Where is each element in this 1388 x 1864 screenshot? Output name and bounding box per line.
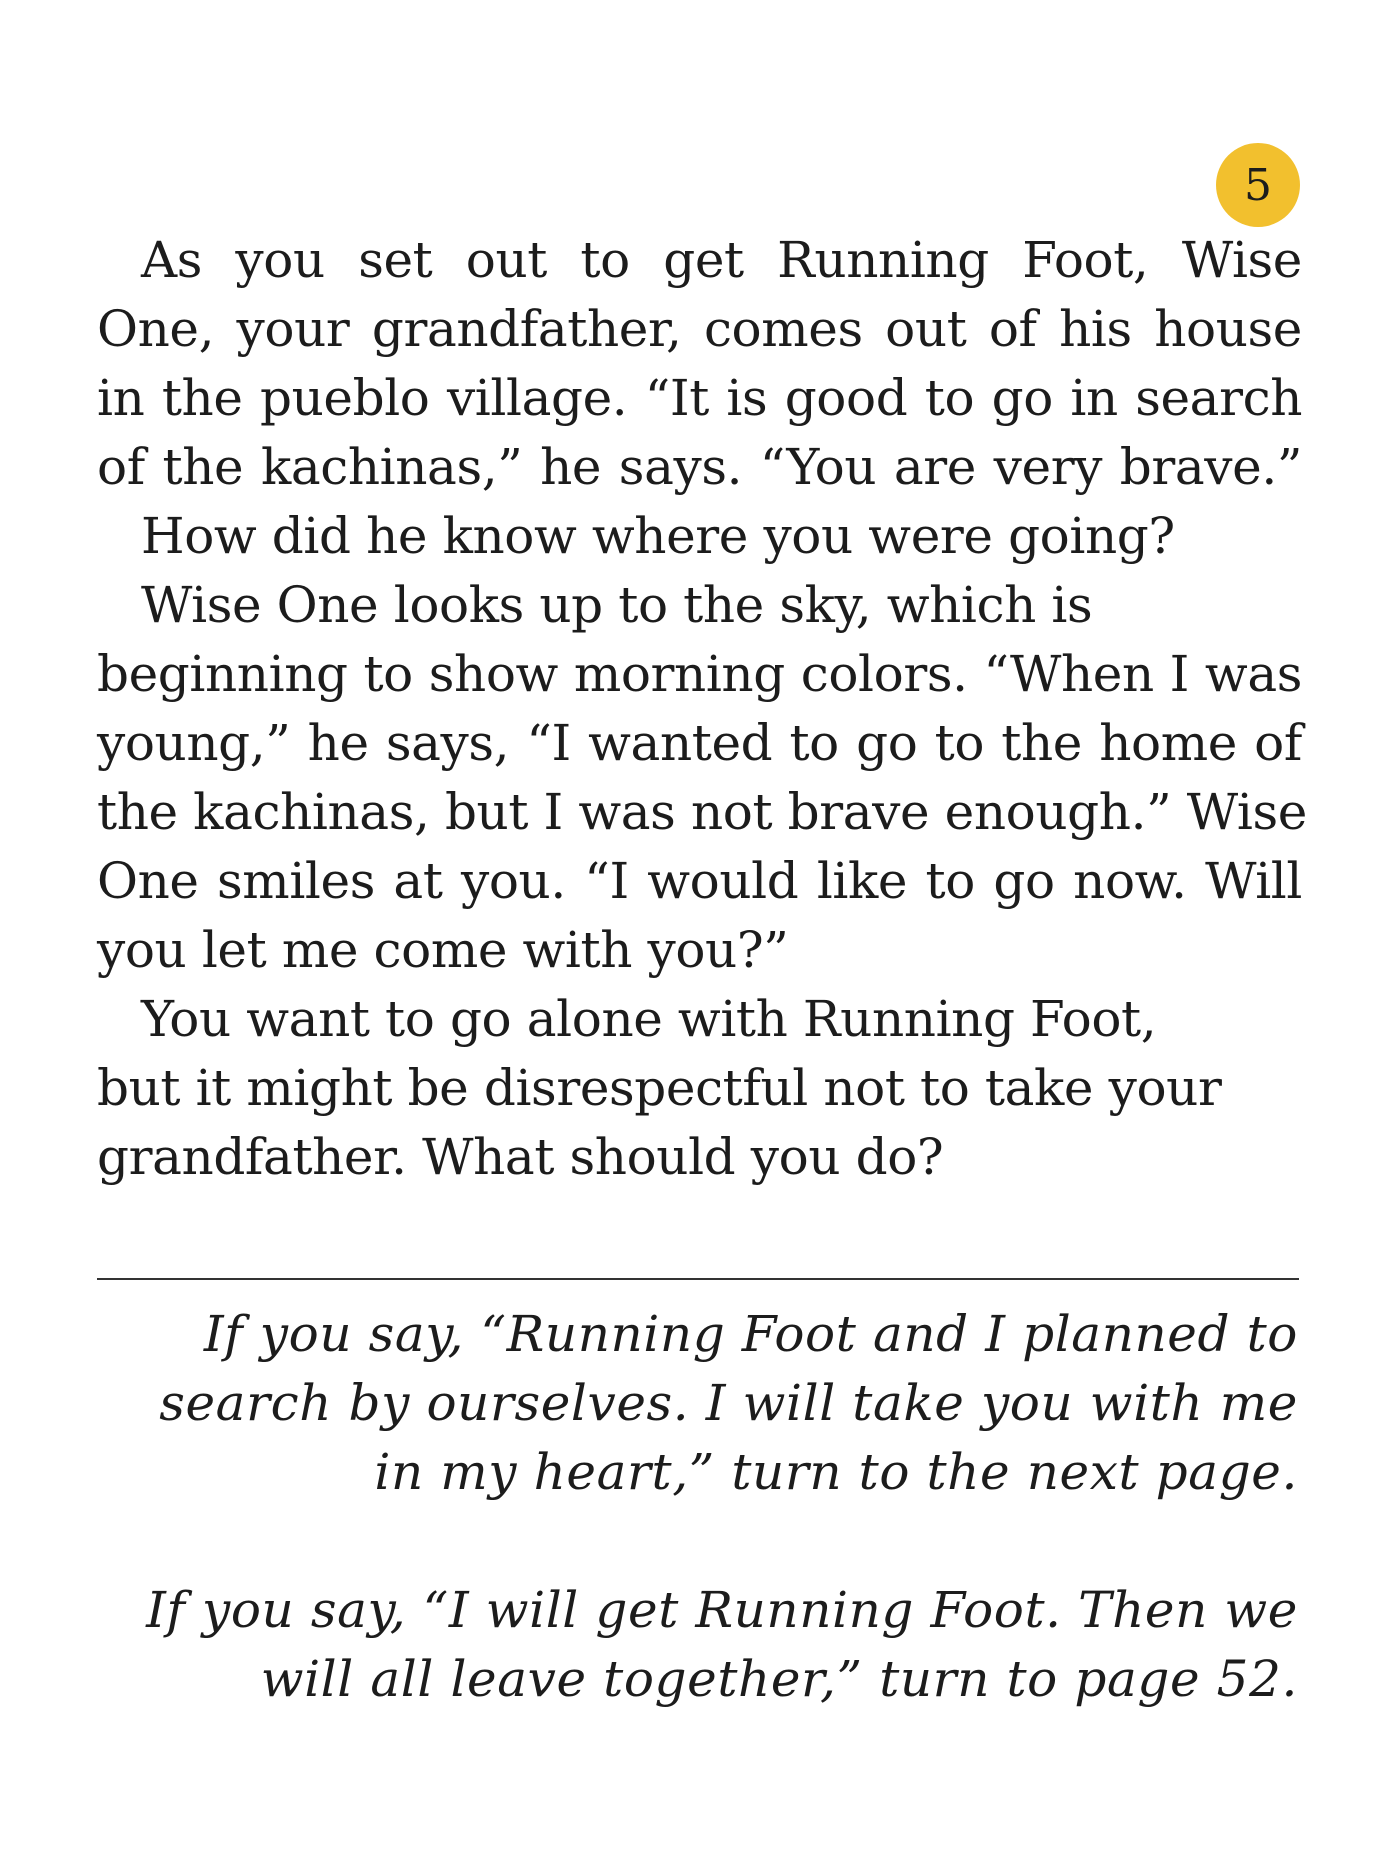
story-line: young,” he says, “I wanted to go to the home of [97,714,1302,772]
page-number-badge: 5 [1216,143,1300,227]
story-text [97,226,1307,1192]
story-line: One, your grandfather, comes out of his house [97,300,1302,358]
story-line: How did he know where you were going? [141,507,1175,565]
choice-option-2 [146,1576,1298,1714]
story-line: the kachinas, but I was not brave enough.” Wise [97,783,1307,841]
choice-line: in my heart,” turn to the next page. [374,1443,1298,1501]
choice-line: search by ourselves. I will take you with me [159,1374,1298,1432]
story-line: grandfather. What should you do? [97,1128,944,1186]
story-line: As you set out to get Running Foot, Wise [141,231,1302,289]
choice-line: If you say, “I will get Running Foot. Then we [146,1581,1298,1639]
story-line: in the pueblo village. “It is good to go in search [97,369,1302,427]
story-line: of the kachinas,” he says. “You are very brave.” [97,438,1302,496]
story-line: but it might be disrespectful not to take your [97,1059,1222,1117]
section-divider [97,1278,1299,1280]
choice-option-1 [159,1300,1298,1507]
story-line: beginning to show morning colors. “When I was [97,645,1302,703]
story-line: you let me come with you?” [97,921,789,979]
story-line: One smiles at you. “I would like to go now. Will [97,852,1302,910]
choice-line: will all leave together,” turn to page 52. [260,1650,1298,1708]
story-line: Wise One looks up to the sky, which is [141,576,1093,634]
choice-line: If you say, “Running Foot and I planned to [203,1305,1298,1363]
story-line: You want to go alone with Running Foot, [141,990,1157,1048]
